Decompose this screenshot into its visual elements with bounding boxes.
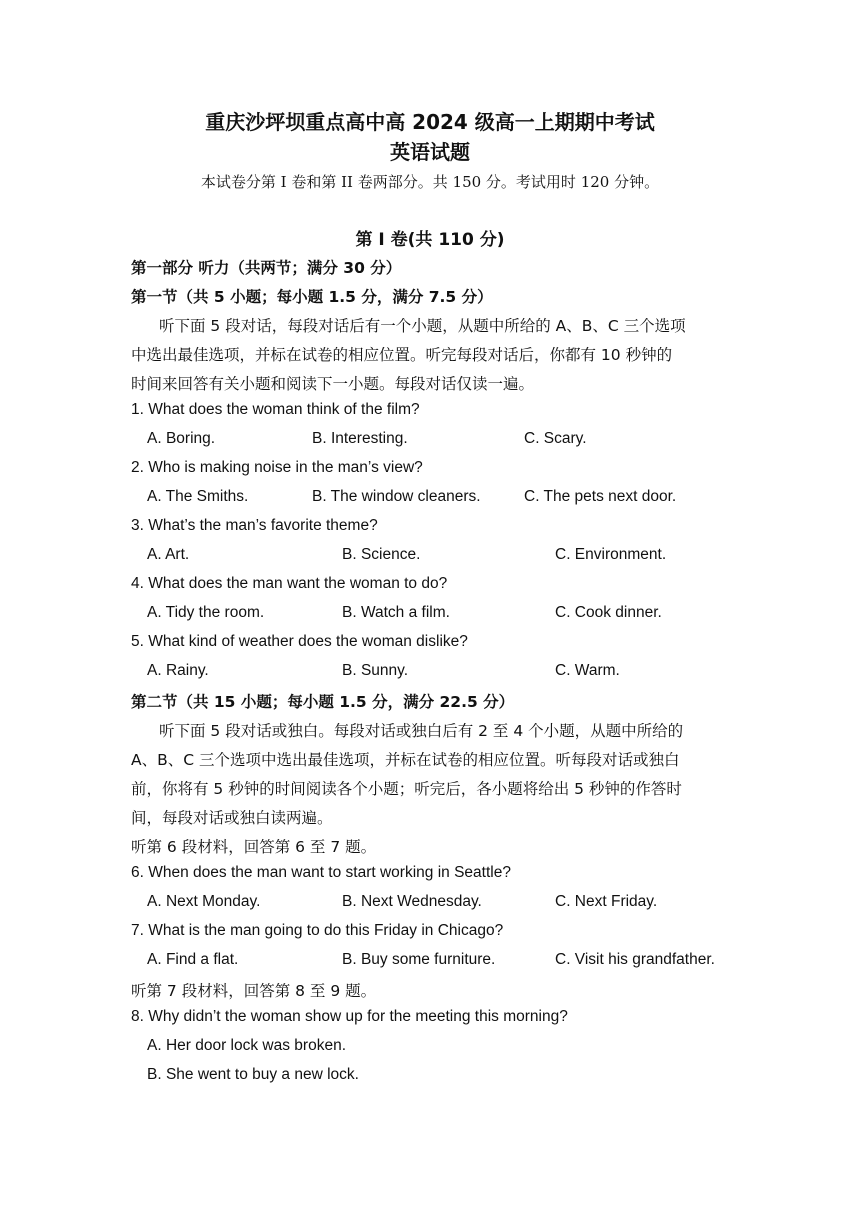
- question-4-option-b: B. Watch a film.: [342, 604, 450, 621]
- section2-instruction-line: 间，每段对话或独白读两遍。: [131, 809, 333, 827]
- question-6-option-a: A. Next Monday.: [147, 893, 261, 910]
- question-5-option-c: C. Warm.: [555, 662, 620, 679]
- question-8-option-a: A. Her door lock was broken.: [147, 1037, 347, 1054]
- question-4-option-a: A. Tidy the room.: [147, 604, 265, 621]
- question-4-stem: 4. What does the man want the woman to do?: [131, 575, 448, 592]
- question-7-option-a: A. Find a flat.: [147, 951, 239, 968]
- question-1-stem: 1. What does the woman think of the film?: [131, 401, 420, 418]
- question-4-option-c: C. Cook dinner.: [555, 604, 662, 621]
- section1-title: 第一节（共 5 小题；每小题 1.5 分，满分 7.5 分）: [131, 288, 493, 306]
- question-5-option-b: B. Sunny.: [342, 662, 409, 679]
- section2-instruction-line: A、B、C 三个选项中选出最佳选项，并标在试卷的相应位置。听每段对话或独白: [131, 751, 680, 769]
- question-1-option-c: C. Scary.: [524, 430, 587, 447]
- question-7-option-b: B. Buy some furniture.: [342, 951, 496, 968]
- question-2-option-c: C. The pets next door.: [524, 488, 677, 505]
- question-3-stem: 3. What’s the man’s favorite theme?: [131, 517, 378, 534]
- question-7-option-c: C. Visit his grandfather.: [555, 951, 715, 968]
- part1-title: 第一部分 听力（共两节；满分 30 分）: [131, 259, 402, 277]
- question-6-option-b: B. Next Wednesday.: [342, 893, 482, 910]
- material-7-heading: 听第 7 段材料，回答第 8 至 9 题。: [131, 982, 377, 1000]
- question-2-option-b: B. The window cleaners.: [312, 488, 481, 505]
- section2-instruction-line: 前，你将有 5 秒钟的时间阅读各个小题；听完后，各小题将给出 5 秒钟的作答时: [131, 780, 682, 798]
- material-6-heading: 听第 6 段材料，回答第 6 至 7 题。: [131, 838, 377, 856]
- question-3-option-b: B. Science.: [342, 546, 421, 563]
- question-3-option-c: C. Environment.: [555, 546, 667, 563]
- question-8-stem: 8. Why didn’t the woman show up for the meeting this morning?: [131, 1008, 568, 1025]
- question-1-option-a: A. Boring.: [147, 430, 216, 447]
- volume-title: 第 I 卷(共 110 分): [355, 230, 505, 250]
- section1-instruction-line: 中选出最佳选项，并标在试卷的相应位置。听完每段对话后，你都有 10 秒钟的: [131, 346, 673, 364]
- exam-note: 本试卷分第 I 卷和第 II 卷两部分。共 150 分。考试用时 120 分钟。: [200, 173, 660, 191]
- question-1-option-b: B. Interesting.: [312, 430, 408, 447]
- question-8-option-b: B. She went to buy a new lock.: [147, 1066, 359, 1083]
- exam-subject-title: 英语试题: [390, 140, 470, 164]
- section1-instruction-line: 时间来回答有关小题和阅读下一小题。每段对话仅读一遍。: [131, 375, 535, 393]
- question-2-option-a: A. The Smiths.: [147, 488, 249, 505]
- section2-instruction-line: 听下面 5 段对话或独白。每段对话或独白后有 2 至 4 个小题，从题中所给的: [159, 722, 684, 740]
- question-6-option-c: C. Next Friday.: [555, 893, 658, 910]
- section1-instruction-line: 听下面 5 段对话，每段对话后有一个小题，从题中所给的 A、B、C 三个选项: [159, 317, 686, 335]
- question-6-stem: 6. When does the man want to start working in Seattle?: [131, 864, 511, 881]
- question-5-stem: 5. What kind of weather does the woman dislike?: [131, 633, 468, 650]
- question-3-option-a: A. Art.: [147, 546, 190, 563]
- question-7-stem: 7. What is the man going to do this Friday in Chicago?: [131, 922, 504, 939]
- section2-title: 第二节（共 15 小题；每小题 1.5 分，满分 22.5 分）: [131, 693, 515, 711]
- question-5-option-a: A. Rainy.: [147, 662, 209, 679]
- exam-title: 重庆沙坪坝重点高中高 2024 级高一上期期中考试: [205, 110, 655, 134]
- question-2-stem: 2. Who is making noise in the man’s view?: [131, 459, 423, 476]
